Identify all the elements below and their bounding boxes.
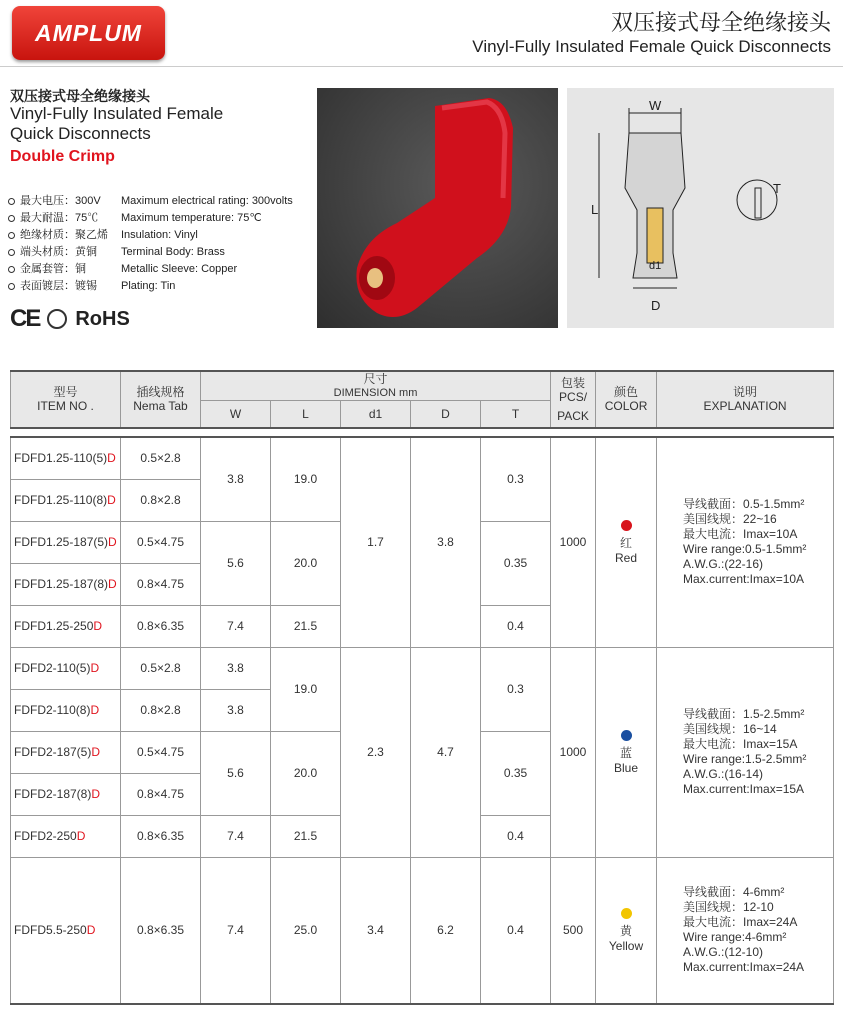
dim-t: 0.4 — [481, 605, 551, 647]
spec-list — [8, 193, 293, 295]
nema-tab: 0.8×2.8 — [121, 689, 201, 731]
product-table — [10, 436, 834, 1005]
dim-t: 0.35 — [481, 731, 551, 815]
pcs-pack: 1000 — [551, 437, 596, 647]
page-title-en: Vinyl-Fully Insulated Female Quick Disconnects — [472, 37, 831, 56]
product-name-cn: 双压接式母全绝缘接头 — [10, 88, 150, 104]
dim-l: 20.0 — [271, 521, 341, 605]
item-no: FDFD1.25-110(8)D — [11, 479, 121, 521]
product-name-en: Vinyl-Fully Insulated Female Quick Disconnects — [10, 104, 224, 143]
spec-item: 表面镀层：镀锡 Plating: Tin — [8, 278, 293, 295]
rohs-mark: RoHS — [75, 307, 130, 330]
product-photo — [317, 88, 558, 328]
col-explanation: 说明 EXPLANATION — [657, 371, 834, 428]
item-no: FDFD2-250D — [11, 815, 121, 857]
connector-image — [317, 88, 558, 328]
certifications — [10, 305, 130, 333]
sgs-icon — [47, 309, 67, 329]
col-color: 颜色 COLOR — [596, 371, 657, 428]
dim-d: 3.8 — [411, 437, 481, 647]
explanation: 导线截面：1.5-2.5mm² 美国线规：16~14 最大电流：Imax=15A Wire range:1.5-2.5mm² A.W.G.:(16-14) Max.current:Imax=15A — [657, 647, 834, 857]
item-no: FDFD5.5-250D — [11, 857, 121, 1004]
col-l: L — [271, 401, 341, 428]
item-no: FDFD2-110(5)D — [11, 647, 121, 689]
dim-l: 21.5 — [271, 815, 341, 857]
pcs-pack: 500 — [551, 857, 596, 1004]
dim-w: 7.4 — [201, 815, 271, 857]
header-divider — [0, 66, 843, 67]
dim-w: 3.8 — [201, 437, 271, 521]
spec-item: 绝缘材质：聚乙烯 Insulation: Vinyl — [8, 227, 293, 244]
col-d1: d1 — [341, 401, 411, 428]
page-title-cn: 双压接式母全绝缘接头 — [610, 10, 831, 35]
dim-d: 6.2 — [411, 857, 481, 1004]
nema-tab: 0.5×2.8 — [121, 647, 201, 689]
dim-d: 4.7 — [411, 647, 481, 857]
spec-item: 最大耐温：75℃ Maximum temperature: 75℃ — [8, 210, 293, 227]
ce-mark: CE — [10, 305, 40, 332]
table-row — [11, 437, 834, 479]
color-cell: 红 Red — [596, 437, 657, 647]
item-no: FDFD2-110(8)D — [11, 689, 121, 731]
dim-l: 19.0 — [271, 647, 341, 731]
col-t: T — [481, 401, 551, 428]
dim-w: 7.4 — [201, 605, 271, 647]
spec-item: 端头材质：黄铜 Terminal Body: Brass — [8, 244, 293, 261]
item-no: FDFD2-187(5)D — [11, 731, 121, 773]
color-cell: 黄 Yellow — [596, 857, 657, 1004]
nema-tab: 0.8×4.75 — [121, 773, 201, 815]
nema-tab: 0.5×2.8 — [121, 437, 201, 479]
color-dot-icon — [621, 520, 632, 531]
spec-item: 金属套管：铜 Metallic Sleeve: Copper — [8, 261, 293, 278]
dim-d1-label: d1 — [649, 260, 662, 272]
nema-tab: 0.8×6.35 — [121, 857, 201, 1004]
dim-l: 19.0 — [271, 437, 341, 521]
dim-t: 0.3 — [481, 437, 551, 521]
dimension-diagram — [567, 88, 834, 328]
dim-t: 0.3 — [481, 647, 551, 731]
nema-tab: 0.8×2.8 — [121, 479, 201, 521]
dim-w: 5.6 — [201, 521, 271, 605]
spec-item: 最大电压：300V Maximum electrical rating: 300volts — [8, 193, 293, 210]
dim-t: 0.35 — [481, 521, 551, 605]
color-cell: 蓝 Blue — [596, 647, 657, 857]
dim-w: 3.8 — [201, 647, 271, 689]
nema-tab: 0.8×6.35 — [121, 605, 201, 647]
item-no: FDFD1.25-187(5)D — [11, 521, 121, 563]
col-dimension: 尺寸 DIMENSION mm — [201, 371, 551, 401]
item-no: FDFD1.25-110(5)D — [11, 437, 121, 479]
dim-d1: 2.3 — [341, 647, 411, 857]
dim-l-label: L — [591, 202, 599, 217]
dim-d1: 1.7 — [341, 437, 411, 647]
dim-t: 0.4 — [481, 815, 551, 857]
color-dot-icon — [621, 908, 632, 919]
nema-tab: 0.5×4.75 — [121, 731, 201, 773]
dim-d-label: D — [651, 298, 661, 313]
col-w: W — [201, 401, 271, 428]
dim-w-label: W — [649, 98, 662, 113]
explanation: 导线截面：4-6mm² 美国线规：12-10 最大电流：Imax=24A Wire range:4-6mm² A.W.G.:(12-10) Max.current:Imax=24A — [657, 857, 834, 1004]
col-item: 型号 ITEM NO . — [11, 371, 121, 428]
dim-w: 7.4 — [201, 857, 271, 1004]
nema-tab: 0.8×6.35 — [121, 815, 201, 857]
table-header — [10, 370, 834, 429]
dim-l: 25.0 — [271, 857, 341, 1004]
color-dot-icon — [621, 730, 632, 741]
dim-l: 21.5 — [271, 605, 341, 647]
dim-w: 5.6 — [201, 731, 271, 815]
crimp-type: Double Crimp — [10, 148, 115, 165]
dim-l: 20.0 — [271, 731, 341, 815]
nema-tab: 0.8×4.75 — [121, 563, 201, 605]
brand-logo: AMPLUM — [12, 6, 165, 60]
explanation: 导线截面：0.5-1.5mm² 美国线规：22~16 最大电流：Imax=10A Wire range:0.5-1.5mm² A.W.G.:(22-16) Max.current:Imax=10A — [657, 437, 834, 647]
item-no: FDFD1.25-250D — [11, 605, 121, 647]
dim-t: 0.4 — [481, 857, 551, 1004]
table-row — [11, 647, 834, 689]
nema-tab: 0.5×4.75 — [121, 521, 201, 563]
col-nema: 插线规格 Nema Tab — [121, 371, 201, 428]
pcs-pack: 1000 — [551, 647, 596, 857]
table-row — [11, 857, 834, 1004]
col-pack: 包装 PCS/ PACK — [551, 371, 596, 428]
dim-w: 3.8 — [201, 689, 271, 731]
item-no: FDFD2-187(8)D — [11, 773, 121, 815]
dim-t-label: T — [773, 181, 781, 196]
dim-d1: 3.4 — [341, 857, 411, 1004]
col-d: D — [411, 401, 481, 428]
item-no: FDFD1.25-187(8)D — [11, 563, 121, 605]
